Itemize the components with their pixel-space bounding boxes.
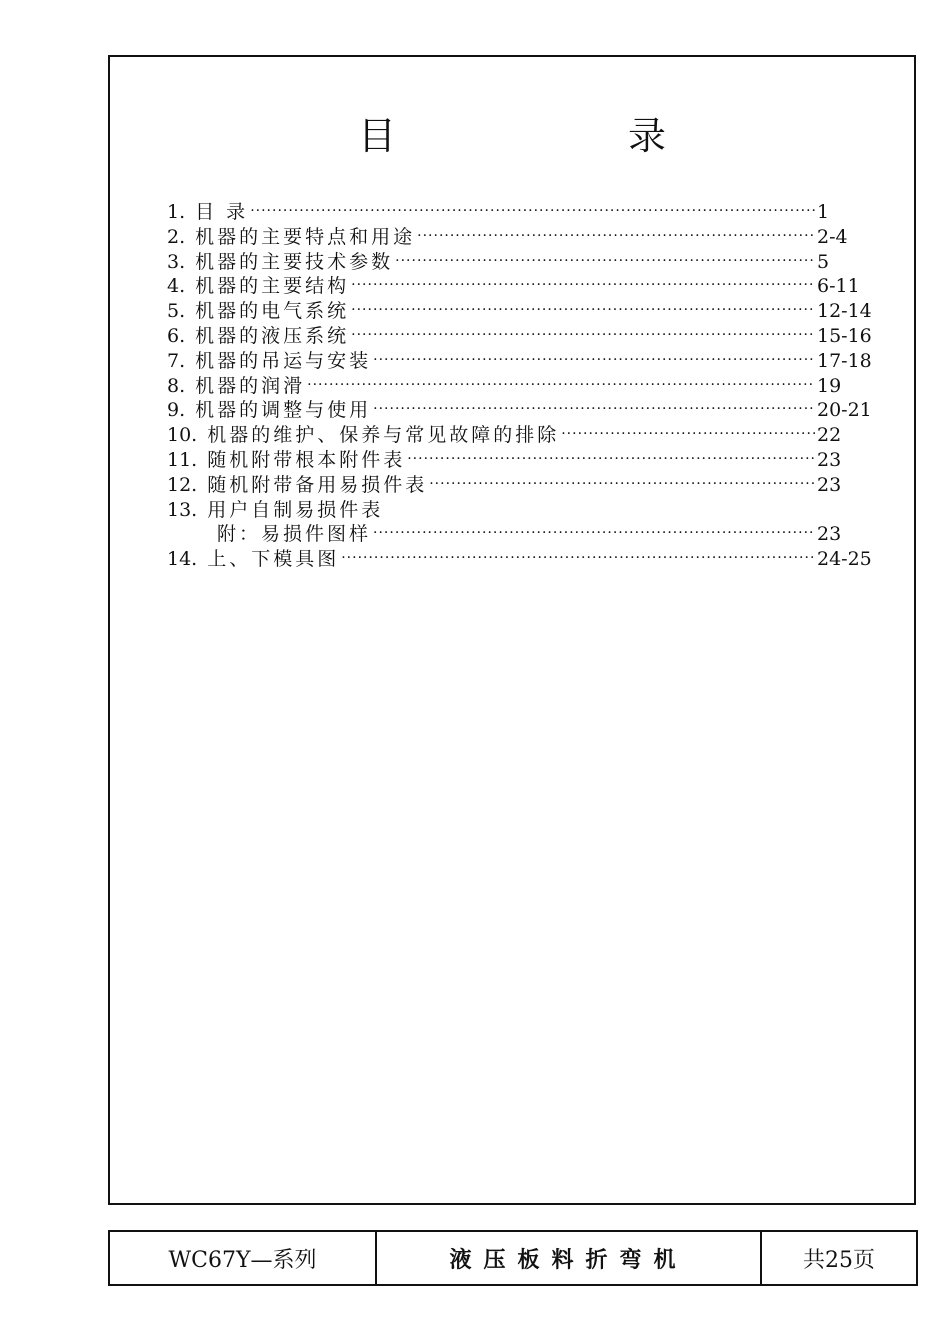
toc-entry-number: 4.: [167, 275, 186, 298]
toc-leader-dots: [373, 348, 815, 373]
toc-entry-label: 上、下模具图: [207, 548, 340, 571]
footer-product-name: 液压板料折弯机: [377, 1232, 762, 1284]
toc-entry-page: 19: [817, 374, 842, 397]
toc-entry-label: 机器的吊运与安装: [195, 349, 372, 372]
toc-entry: [167, 274, 877, 299]
toc-entry-label: 目 录: [195, 201, 249, 223]
toc-leader-dots: [395, 249, 815, 274]
toc-entry-label: 机器的电气系统: [195, 300, 350, 323]
toc-entry: [167, 225, 877, 250]
toc-leader-dots: [250, 199, 815, 224]
toc-entry-label: 随机附带备用易损件表: [207, 473, 428, 496]
footer-page-count: 共25页: [803, 1247, 875, 1273]
toc-entry: [167, 299, 877, 324]
page-title: 目 录: [357, 114, 777, 158]
toc-entry-page: 6-11: [817, 275, 860, 298]
toc-entry-label: 机器的主要特点和用途: [195, 225, 416, 248]
toc-entry-page: 2-4: [817, 225, 848, 248]
toc-entry-page: 17-18: [817, 349, 872, 372]
toc-entry-page: 23: [817, 448, 842, 471]
toc-entry-number: 12.: [167, 473, 198, 496]
toc-entry-number: 7.: [167, 349, 186, 372]
toc-leader-dots: [373, 521, 815, 546]
toc-entry: [167, 200, 877, 225]
toc-entry: [167, 448, 877, 473]
toc-entry-number: 14.: [167, 548, 198, 571]
footer-series: WC67Y—系列: [110, 1232, 377, 1284]
toc-entry: [167, 473, 877, 498]
toc-entry-number: 5.: [167, 300, 186, 323]
toc-entry-number: 2.: [167, 225, 186, 248]
toc-entry: [167, 250, 877, 275]
toc-leader-dots: [351, 323, 815, 348]
toc-entry-label: 机器的润滑: [195, 374, 306, 397]
toc-entry: [167, 423, 877, 448]
toc-entry-label: 机器的液压系统: [195, 324, 350, 347]
toc-entry-number: 8.: [167, 374, 186, 397]
page-frame: [108, 55, 916, 1205]
toc-leader-dots: [429, 472, 815, 497]
table-of-contents: [167, 200, 877, 572]
toc-leader-dots: [351, 273, 815, 298]
toc-entry-number: 13.: [167, 498, 198, 521]
toc-entry-number: 1.: [167, 201, 186, 223]
toc-leader-dots: [407, 447, 815, 472]
toc-leader-dots: [351, 298, 815, 323]
toc-entry-page: 23: [817, 523, 842, 546]
toc-entry-number: 10.: [167, 424, 198, 447]
toc-entry-label: 附：易损件图样: [217, 523, 372, 546]
toc-entry-label: 机器的调整与使用: [195, 399, 372, 422]
toc-entry-number: 11.: [167, 448, 198, 471]
toc-entry-label: 机器的主要技术参数: [195, 250, 394, 273]
toc-entry-page: 1: [817, 201, 830, 223]
toc-entry-number: 9.: [167, 399, 186, 422]
toc-entry-page: 15-16: [817, 324, 872, 347]
toc-entry: [167, 324, 877, 349]
toc-entry-number: 3.: [167, 250, 186, 273]
toc-entry: [167, 349, 877, 374]
toc-entry-page: 24-25: [817, 548, 872, 571]
toc-leader-dots: [373, 397, 815, 422]
toc-entry: [167, 398, 877, 423]
toc-leader-dots: [561, 422, 815, 447]
toc-entry: [167, 522, 877, 547]
toc-entry-label: 机器的维护、保养与常见故障的排除: [207, 424, 560, 447]
toc-leader-dots: [341, 546, 815, 571]
toc-leader-dots: [307, 373, 815, 398]
toc-entry-page: 23: [817, 473, 842, 496]
toc-entry-page: 20-21: [817, 399, 872, 422]
toc-entry: [167, 374, 877, 399]
toc-entry-page: 12-14: [817, 300, 872, 323]
toc-entry-page: 5: [817, 250, 830, 273]
title-block: [108, 1230, 918, 1286]
toc-entry: [167, 547, 877, 572]
toc-entry: [167, 498, 877, 523]
toc-entry-number: 6.: [167, 324, 186, 347]
toc-entry-label: 机器的主要结构: [195, 275, 350, 298]
toc-entry-label: 用户自制易损件表: [207, 498, 384, 521]
toc-leader-dots: [417, 224, 815, 249]
toc-entry-page: 22: [817, 424, 842, 447]
toc-entry-label: 随机附带根本附件表: [207, 448, 406, 471]
